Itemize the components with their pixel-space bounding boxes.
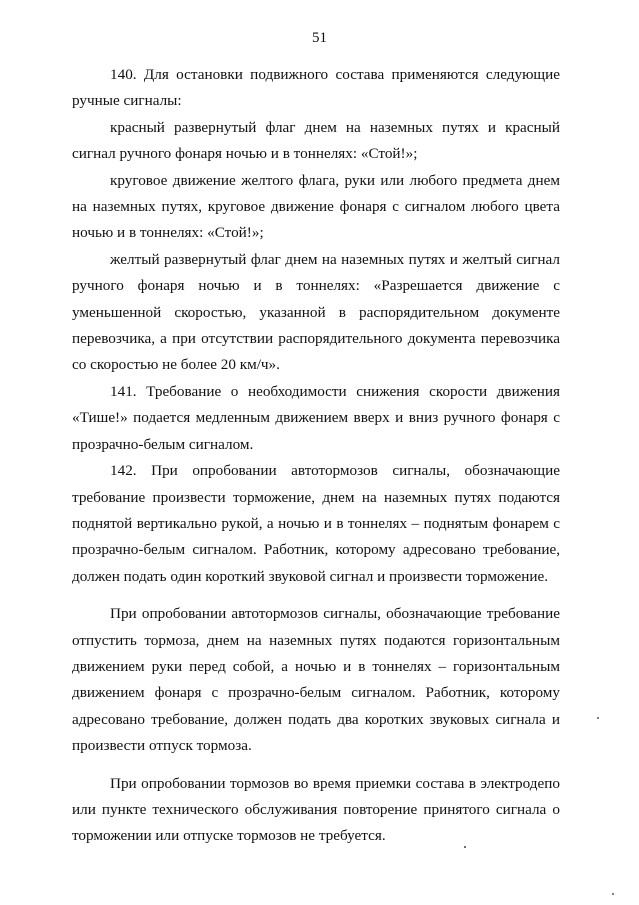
paragraph-circular-motion-signal: круговое движение желтого флага, руки или любого предмета днем на наземных путях, круговое движение фонаря с сигналом любого цвета ночью и в тоннелях: «Стой!»;: [72, 171, 560, 242]
scan-speck: [464, 846, 466, 848]
scan-speck: [597, 717, 599, 719]
paragraph-141: 141. Требование о необходимости снижения скорости движения «Тише!» подается медленным движением вверх и вниз ручного фонаря с прозрачно-белым сигналом.: [72, 382, 560, 453]
paragraph-brake-release-signal: При опробовании автотормозов сигналы, обозначающие требование отпустить тормоза, днем на наземных путях подаются горизонтальным движением руки перед собой, а ночью и в тоннелях – горизонтальным движением фонаря с прозрачно-белым сигналом. Работник, которому адресовано требование, должен подать два коротких звуковых сигнала и произвести отпуск тормоза.: [72, 605, 560, 755]
paragraph-depot-inspection: При опробовании тормозов во время приемки состава в электродепо или пункте технического обслуживания повторение принятого сигнала о торможении или отпуске тормозов не требуется.: [72, 774, 560, 845]
scan-speck: [612, 893, 614, 895]
page-number: 51: [312, 30, 327, 46]
paragraph-yellow-flag-signal: желтый развернутый флаг днем на наземных путях и желтый сигнал ручного фонаря ночью и в тоннелях: «Разрешается движение с уменьшенной скоростью, указанной в распорядительном документе перевозчика, а при отсутствии распорядительного документа перевозчика со скоростью не более 20 км/ч».: [72, 250, 560, 374]
document-body: [72, 62, 560, 850]
paragraph-red-flag-signal: красный развернутый флаг днем на наземных путях и красный сигнал ручного фонаря ночью и в тоннелях: «Стой!»;: [72, 118, 560, 163]
paragraph-142: 142. При опробовании автотормозов сигналы, обозначающие требование произвести торможение, днем на наземных путях подаются поднятой вертикально рукой, а ночью и в тоннелях – поднятым фонарем с прозрачно-белым сигналом. Работник, которому адресовано требование, должен подать один короткий звуковой сигнал и произвести торможение.: [72, 462, 560, 585]
paragraph-140-intro: 140. Для остановки подвижного состава применяются следующие ручные сигналы:: [72, 66, 560, 110]
